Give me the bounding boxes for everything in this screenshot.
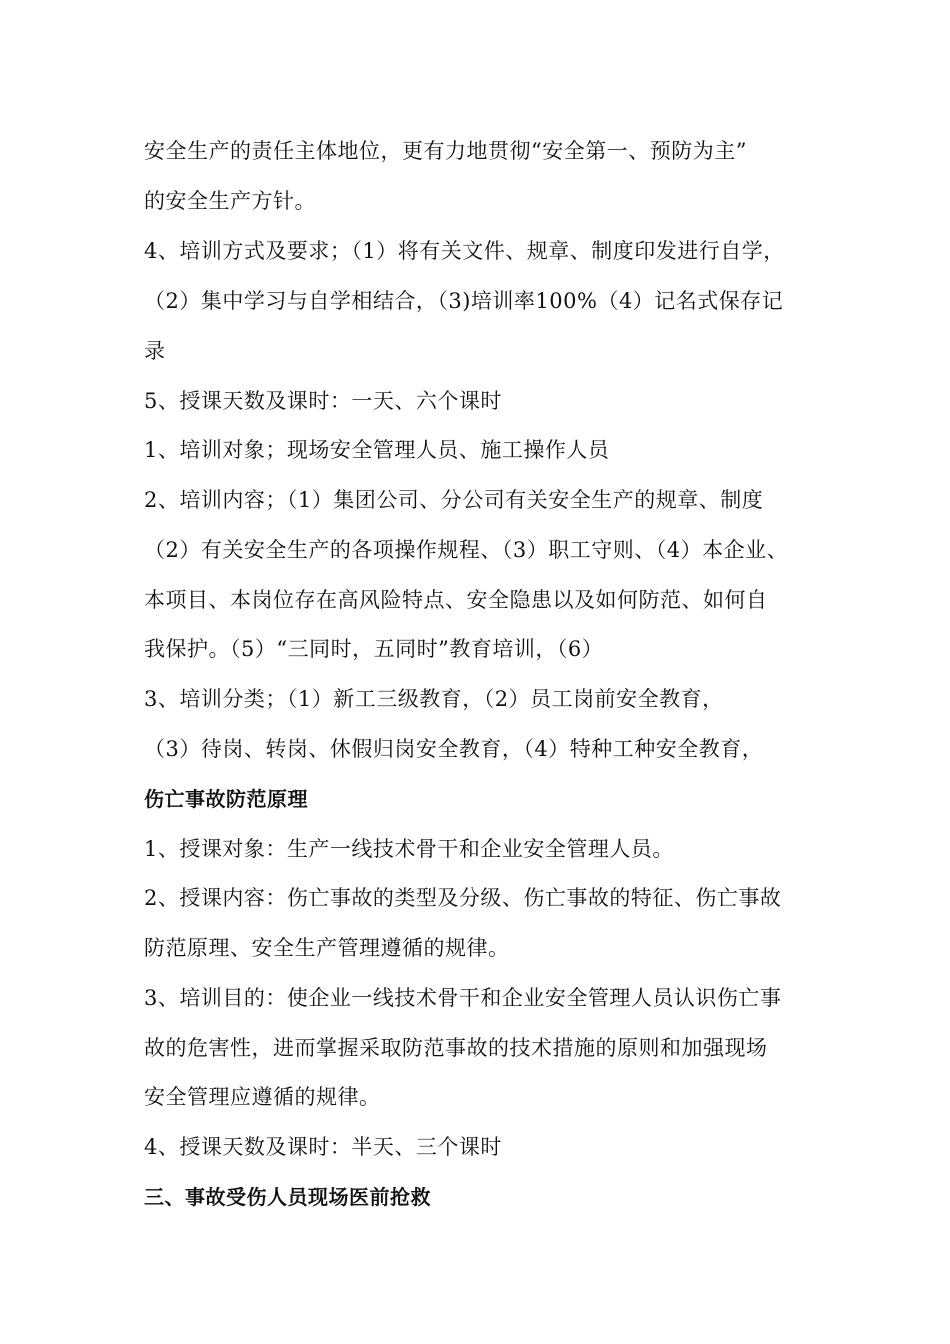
paragraph-line: 我保护。（5）“三同时，五同时”教育培训，（6） [144, 637, 604, 661]
paragraph-line: 本项目、本岗位存在高风险特点、安全隐患以及如何防范、如何自 [144, 588, 768, 612]
paragraph-line: （3）待岗、转岗、休假归岗安全教育，（4）特种工种安全教育， [144, 737, 764, 761]
paragraph-line: 防范原理、安全生产管理遵循的规律。 [144, 936, 510, 960]
paragraph-line: （2）有关安全生产的各项操作规程、（3）职工守则、（4）本企业、 [144, 538, 789, 562]
paragraph-line: 1、授课对象：生产一线技术骨干和企业安全管理人员。 [144, 837, 674, 861]
paragraph-line: 3、培训目的：使企业一线技术骨干和企业安全管理人员认识伤亡事 [144, 986, 782, 1010]
paragraph-line: 录 [144, 339, 166, 363]
paragraph-line: 安全管理应遵循的规律。 [144, 1085, 381, 1109]
paragraph-line: 1、培训对象；现场安全管理人员、施工操作人员 [144, 438, 610, 462]
paragraph-line: 5、授课天数及课时：一天、六个课时 [144, 389, 502, 413]
paragraph-line: （2）集中学习与自学相结合，（3)培训率100%（4）记名式保存记 [144, 289, 784, 313]
paragraph-line: 的安全生产方针。 [144, 189, 316, 213]
paragraph-line: 2、培训内容；（1）集团公司、分公司有关安全生产的规章、制度 [144, 488, 764, 512]
section-heading: 伤亡事故防范原理 [144, 787, 308, 811]
paragraph-line: 4、培训方式及要求；（1）将有关文件、规章、制度印发进行自学， [144, 239, 785, 263]
section-heading: 三、事故受伤人员现场医前抢救 [144, 1185, 431, 1209]
paragraph-line: 安全生产的责任主体地位，更有力地贯彻“安全第一、预防为主” [144, 139, 747, 163]
paragraph-line: 4、授课天数及课时：半天、三个课时 [144, 1135, 502, 1159]
paragraph-line: 故的危害性，进而掌握采取防范事故的技术措施的原则和加强现场 [144, 1036, 768, 1060]
paragraph-line: 3、培训分类；（1）新工三级教育，（2）员工岗前安全教育， [144, 687, 724, 711]
paragraph-line: 2、授课内容：伤亡事故的类型及分级、伤亡事故的特征、伤亡事故 [144, 886, 782, 910]
